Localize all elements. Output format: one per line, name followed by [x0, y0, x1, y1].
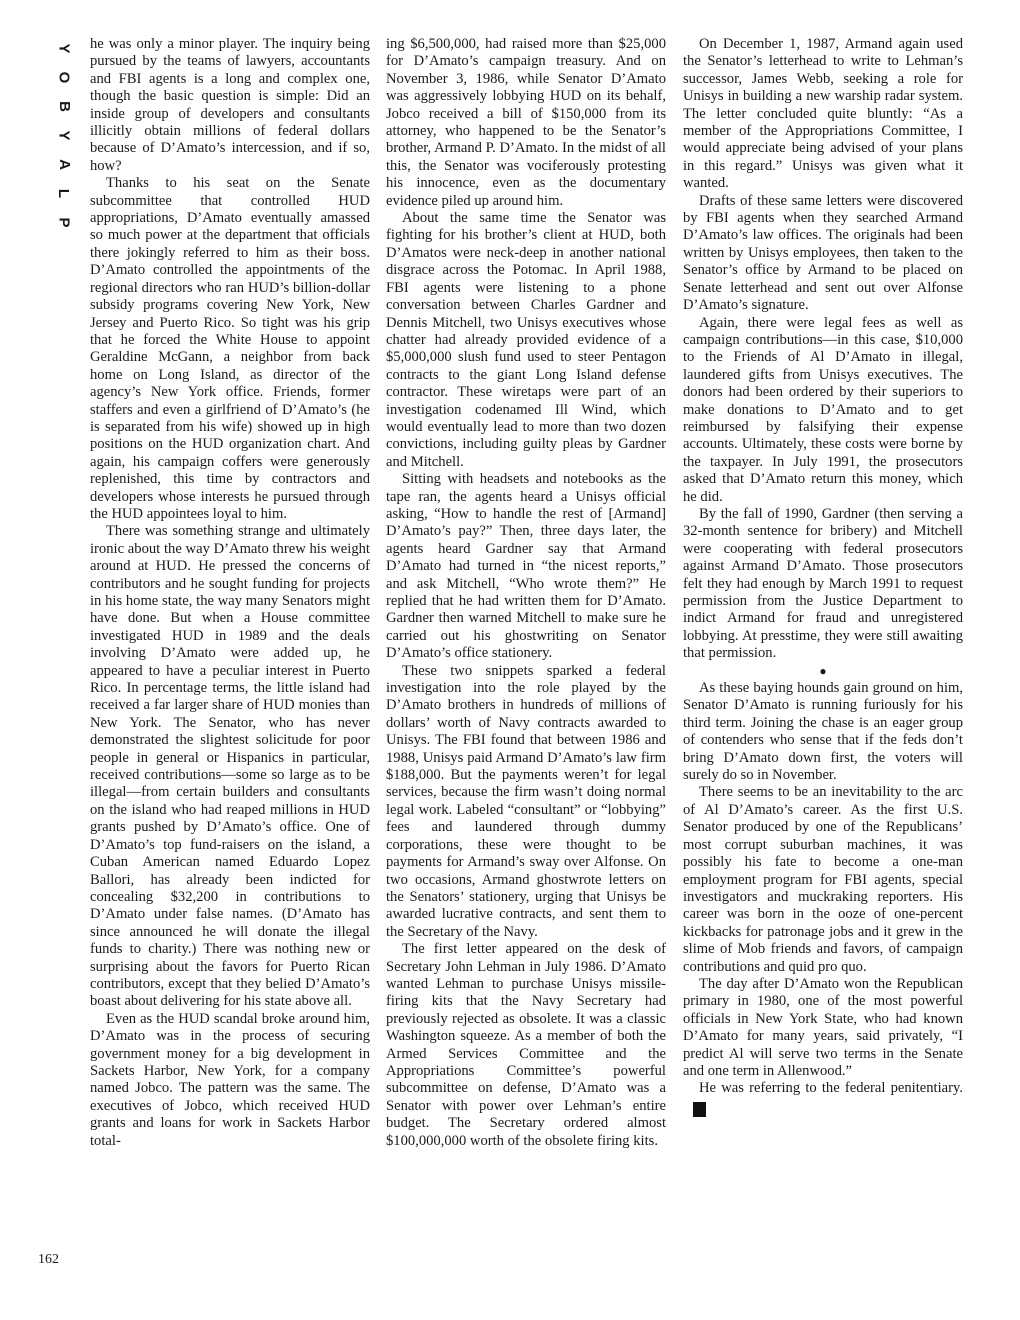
paragraph: As these baying hounds gain ground on him, Senator D’Amato is running furiously for his third term. Joining the chase is an eager group of contenders who sense that if the feds don’t bring D’Amato down first, the voters will surely do so in November.	[683, 680, 963, 784]
paragraph: There was something strange and ultimately ironic about the way D’Amato threw his weight around at HUD. He pressed the concerns of contributors and he sought funding for projects in his home state, the way many Senators might have done. But when a House committee investigated HUD in 1989 and the deals involving D’Amato were added up, he appeared to have a peculiar interest in Puerto Rico. In percentage terms, the little island had received a far larger share of HUD monies than New York. The Senator, who has never demonstrated the slightest solicitude for poor people in general or Hispanics in particular, received contributions—some so large as to be illegal—from certain builders and consultants on the island who had reaped millions in HUD grants pushed by D’Amato’s office. One of D’Amato’s top fund-raisers on the island, a Cuban American named Eduardo Lopez Ballori, has already been indicted for concealing $32,200 in contributions to D’Amato under false names. (D’Amato has since announced he will donate the illegal funds to charity.) There was nothing new or surprising about the favors for Puerto Rican contributors, except that they belied D’Amato’s boast about delivering for his state above all.	[90, 523, 370, 1010]
magazine-side-title	[52, 34, 76, 237]
page-number: 162	[38, 1252, 59, 1267]
side-title-letter: P	[55, 217, 73, 228]
article-column-3	[683, 36, 963, 1117]
end-mark-icon: Y	[693, 1102, 706, 1117]
side-title-letter: Y	[55, 43, 73, 54]
paragraph: The day after D’Amato won the Republican primary in 1980, one of the most powerful officials in New York State, who had known D’Amato for many years, said privately, “I predict Al will serve two terms in the Senate and one term in Allenwood.”	[683, 975, 963, 1079]
article-column-1	[90, 36, 370, 1150]
article-column-2	[386, 36, 666, 1150]
paragraph: By the fall of 1990, Gardner (then serving a 32-month sentence for bribery) and Mitchell were cooperating with federal prosecutors against Armand D’Amato. Those prosecutors felt they had enough by March 1991 to request permission from the Justice Department to indict Armand for fraud and unregistered lobbying. At presstime, they were still awaiting that permission.	[683, 505, 963, 662]
paragraph: Even as the HUD scandal broke around him, D’Amato was in the process of securing government money for a big development in Sackets Harbor, New York, for a company named Jobco. The pattern was the same. The executives of Jobco, which received HUD grants and loans for work in Sackets Harbor total-	[90, 1010, 370, 1149]
side-title-letter: L	[55, 188, 73, 199]
paragraph: Again, there were legal fees as well as campaign contributions—in this case, $10,000 to the Friends of Al D’Amato in illegal, laundered gifts from Unisys executives. The donors had been ordered by their superiors to make donations to D’Amato and to get reimbursed by falsifying their expense accounts. Ultimately, these costs were borne by the taxpayer. In July 1991, the prosecutors asked that D’Amato return this money, which he did.	[683, 314, 963, 505]
paragraph: The first letter appeared on the desk of Secretary John Lehman in July 1986. D’Amato wanted Lehman to purchase Unisys missile-firing kits that the Navy Secretary had previously rejected as obsolete. It was a classic Washington squeeze. As a member of both the Armed Services Committee and the Appropriations Committee’s powerful subcommittee on defense, D’Amato was a Senator with power over Lehman’s entire budget. The Secretary ordered almost $100,000,000 worth of the obsolete firing kits.	[386, 941, 666, 1149]
paragraph: ing $6,500,000, had raised more than $25,000 for D’Amato’s campaign treasury. And on November 3, 1986, while Senator D’Amato was aggressively lobbying HUD on its behalf, Jobco received a bill of $150,000 from its attorney, who happened to be the Senator’s brother, Armand P. D’Amato. In the midst of all this, the Senator was vociferously protesting his innocence, even as the documentary evidence piled up around him.	[386, 36, 666, 209]
paragraph: There seems to be an inevitability to the arc of Al D’Amato’s career. As the first U.S. Senator produced by one of the Republicans’ most corrupt suburban machines, it was possibly his fate to become a one-man employment program for FBI agents, special investigators and muckraking reporters. His career was born in the ooze of one-percent kickbacks for patronage jobs and it grew in the slime of Mob friends and favors, of campaign contributions and quid pro quo.	[683, 784, 963, 975]
paragraph: These two snippets sparked a federal investigation into the role played by the D’Amato brothers in hundreds of millions of dollars’ worth of Navy contracts awarded to Unisys. The FBI found that between 1986 and 1988, Unisys paid Armand D’Amato’s law firm $188,000. But the payments weren’t for legal services, because the firm wasn’t doing normal legal work. Labeled “consultant” or “lobbying” fees and laundered through dummy corporations, these were thought to be payments for Armand’s sway over Alfonse. On two occasions, Armand ghostwrote letters on the Senators’ stationery, urging that Unisys be awarded lucrative contracts, and sent them to the Secretary of the Navy.	[386, 662, 666, 940]
paragraph: Thanks to his seat on the Senate subcommittee that controlled HUD appropriations, D’Amato eventually amassed so much power at the department that officials there jokingly referred to him as their boss. D’Amato controlled the appointments of the regional directors who ran HUD’s billion-dollar subsidy programs covering New York, New Jersey and Puerto Rico. So tight was his grip that he forced the White House to appoint Geraldine McGann, a neighbor from back home on Long Island, as director of the agency’s New York office. Friends, former staffers and even a girlfriend of D’Amato’s (he is separated from his wife) showed up in high positions on the HUD organization chart. And again, his campaign coffers were generously replenished, this time by contractors and developers whose interests he pursued through the HUD appointees loyal to him.	[90, 175, 370, 522]
section-break-bullet: ●	[819, 663, 827, 678]
side-title-letter: A	[55, 159, 73, 170]
paragraph: he was only a minor player. The inquiry being pursued by the teams of lawyers, accountants and FBI agents is a long and complex one, though the basic question is simple: Did an inside group of developers and consultants illicitly obtain millions of federal dollars because of D’Amato’s intercession, and if so, how?	[90, 36, 370, 174]
paragraph: About the same time the Senator was fighting for his brother’s client at HUD, both D’Amatos were neck-deep in another national disgrace across the Potomac. In April 1988, FBI agents were listening to a phone conversation between Charles Gardner and Dennis Mitchell, two Unisys executives whose chatter had already provided evidence of a $5,000,000 slush fund used to steer Pentagon contracts to the giant Long Island defense contractor. These wiretaps were part of an investigation codenamed Ill Wind, which would eventually lead to more than two dozen convictions, including guilty pleas by Gardner and Mitchell.	[386, 210, 666, 470]
paragraph: Drafts of these same letters were discovered by FBI agents when they searched Armand D’Amato’s law offices. The originals had been written by Unisys employees, then taken to the Senator’s office by Armand to be placed on Senate letterhead and sent out over Alfonse D’Amato’s signature.	[683, 192, 963, 314]
paragraph: Sitting with headsets and notebooks as the tape ran, the agents heard a Unisys official asking, “How to handle the rest of [Armand] D’Amato’s pay?” Then, three days later, the agents heard Gardner say that Armand D’Amato had turned in “the nicest reports,” and ask Mitchell, “Who wrote them?” He replied that he had written them for D’Amato. Gardner then warned Mitchell to make sure he carried out his ghostwriting on Senator D’Amato’s office stationery.	[386, 471, 666, 662]
side-title-letter: B	[55, 101, 73, 112]
paragraph-text: He was referring to the federal penitentiary.	[699, 1080, 963, 1097]
side-title-letter: O	[55, 71, 73, 84]
paragraph: On December 1, 1987, Armand again used the Senator’s letterhead to write to Lehman’s successor, James Webb, seeking a role for Unisys in building a new warship radar system. The letter concluded quite bluntly: “As a member of the Appropriations Committee, I would appreciate being advised of your plans in this regard.” Unisys was given what it wanted.	[683, 36, 963, 192]
final-paragraph	[683, 1080, 963, 1116]
side-title-letter: Y	[55, 130, 73, 141]
